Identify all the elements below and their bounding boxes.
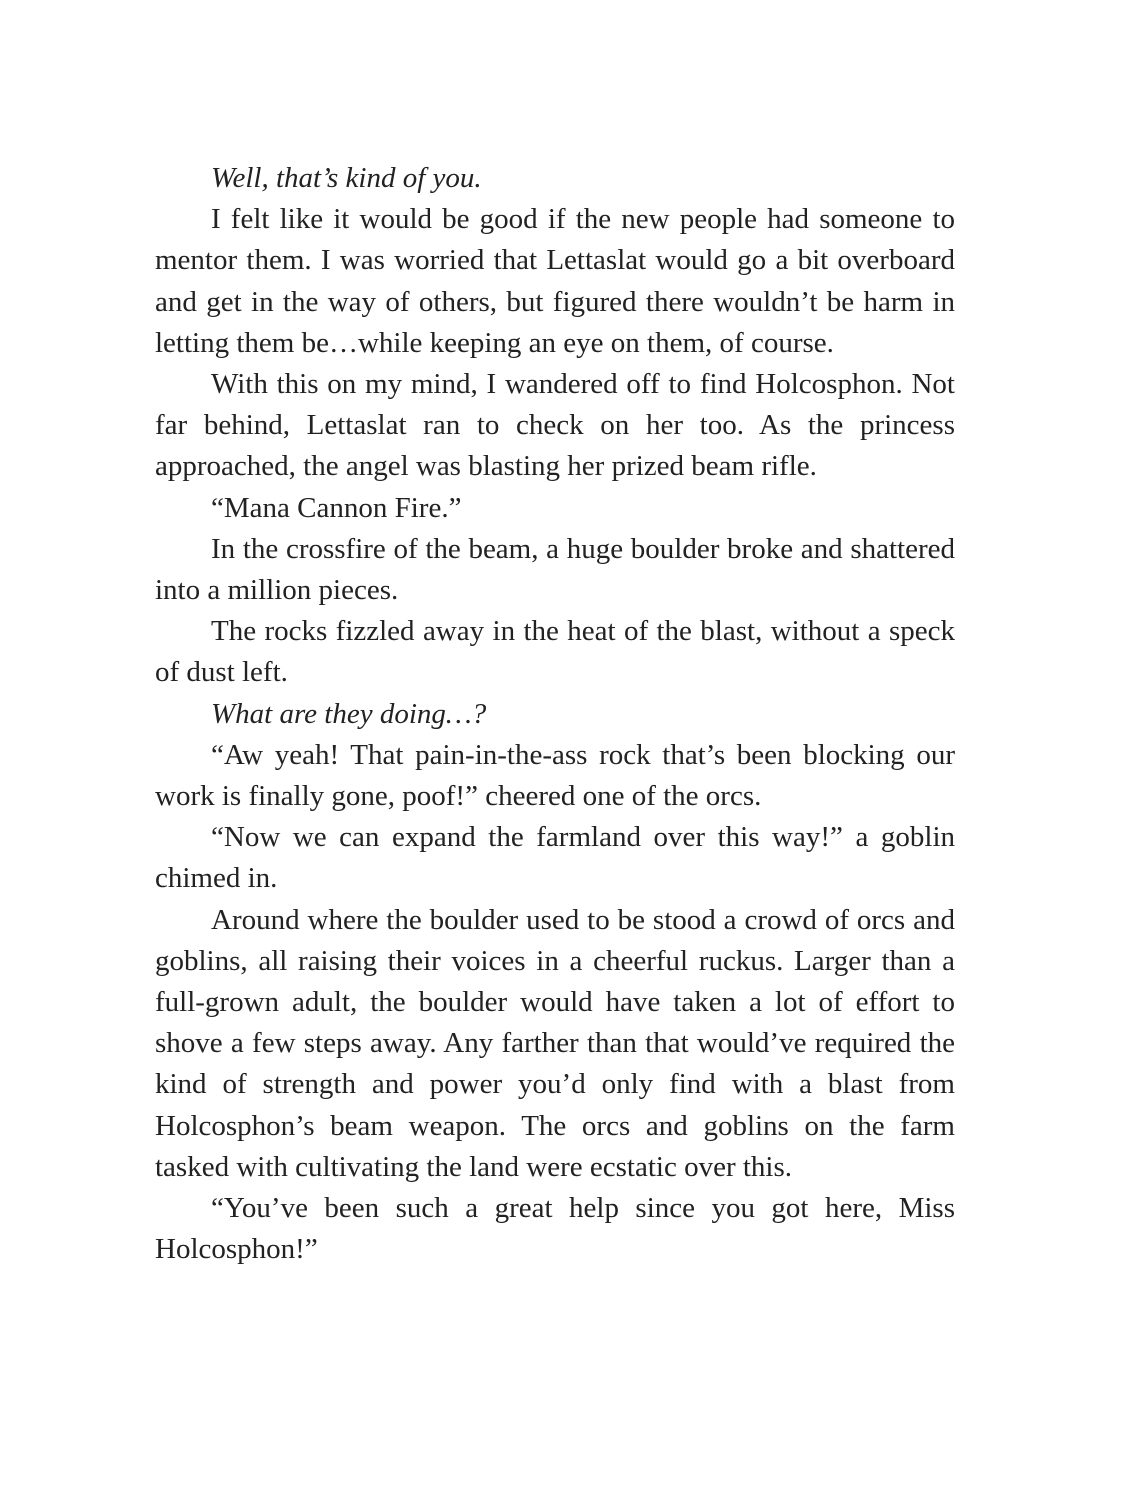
paragraph-inner-thought-1: Well, that’s kind of you. — [211, 162, 482, 194]
book-page — [155, 158, 955, 1270]
paragraph-boulder-breaks: In the crossfire of the beam, a huge boulder broke and shattered into a million pieces. — [155, 532, 955, 607]
paragraph-find-holcosphon: With this on my mind, I wandered off to find Holcosphon. Not far behind, Lettaslat ran to check on her too. As the princess approached, the angel was blasting her prized beam rifle. — [155, 368, 955, 483]
paragraph-crowd: Around where the boulder used to be stood a crowd of orcs and goblins, all raising their voices in a cheerful ruckus. Larger than a full-grown adult, the boulder would have taken a lot of effort to shove a few steps away. Any farther than that would’ve required the kind of strength and power you’d only find with a blast from Holcosphon’s beam weapon. The orcs and goblins on the farm tasked with cultivating the land were ecstatic over this. — [155, 903, 955, 1183]
paragraph-rocks-fizzle: The rocks fizzled away in the heat of the blast, without a speck of dust left. — [155, 615, 955, 689]
paragraph-inner-thought-2: What are they doing…? — [211, 697, 487, 730]
paragraph-goblin-chime: “Now we can expand the farmland over this way!” a goblin chimed in. — [155, 821, 955, 895]
paragraph-mana-cannon: “Mana Cannon Fire.” — [211, 491, 462, 524]
paragraph-mentor: I felt like it would be good if the new people had someone to mentor them. I was worried that Lettaslat would go a bit overboard and get in the way of others, but figured there wouldn’t be harm in letting them be…while keeping an eye on them, of course. — [155, 203, 955, 359]
paragraph-orc-cheer: “Aw yeah! That pain-in-the-ass rock that’s been blocking our work is finally gone, poof!” cheered one of the orcs. — [155, 738, 955, 813]
paragraph-great-help: “You’ve been such a great help since you got here, Miss Holcosphon!” — [155, 1192, 955, 1266]
